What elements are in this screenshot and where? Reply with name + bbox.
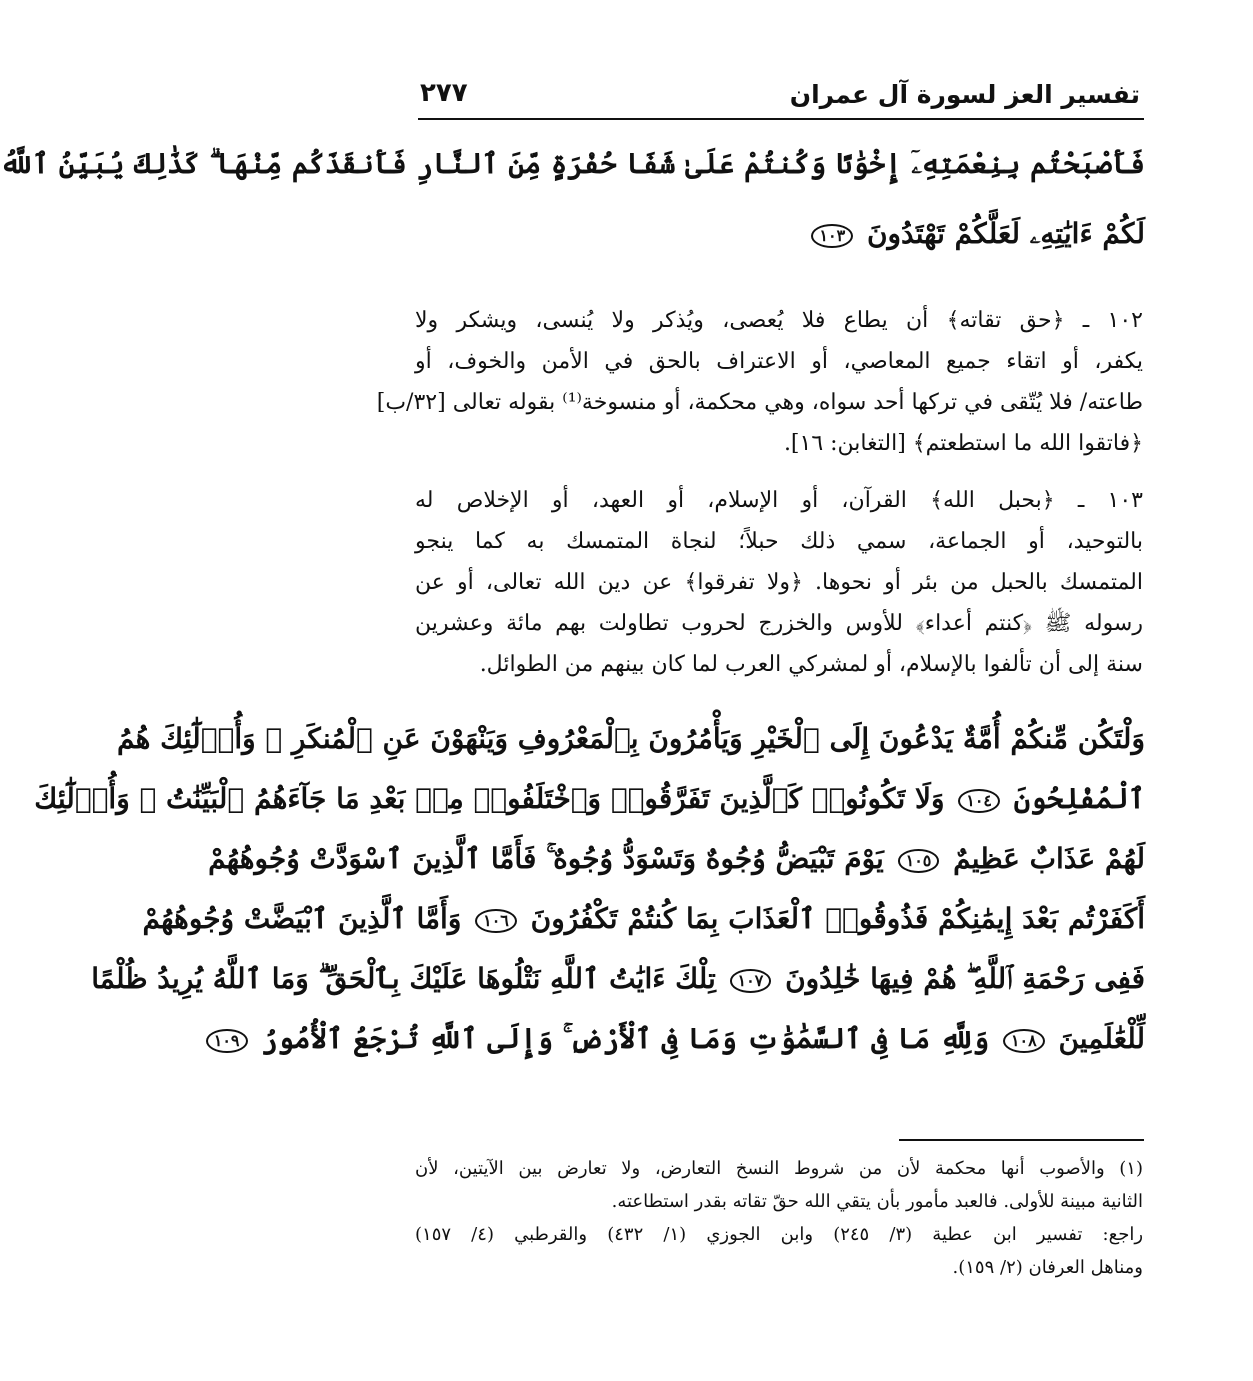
verse-line	[0, 147, 1145, 198]
verse-text: وَلْتَكُن مِّنكُمْ أُمَّةٌ يَدْعُونَ إِلَى ٱلْخَيْرِ وَيَأْمُرُونَ بِٱلْمَعْرُوفِ وَيَنْهَوْنَ عَنِ ٱلْمُنكَرِ ۚ وَأُو۟لَٰٓئِكَ هُمُ	[116, 722, 1145, 755]
prose-line: رسوله ﷺ ﴿كنتم أعداء﴾ للأوس والخزرج لحروب تطاولت بهم مائة وعشرين	[415, 611, 1143, 636]
prose-line: بالتوحيد، أو الجماعة، سمي ذلك حبلاً؛ لنجاة المتمسك به كما ينجو	[415, 529, 1143, 554]
header-title: تفسير العز لسورة آل عمران	[789, 80, 1140, 109]
verse-text: وَلَا تَكُونُوا۟ كَٱلَّذِينَ تَفَرَّقُوا۟ وَٱخْتَلَفُوا۟ مِنۢ بَعْدِ مَا جَآءَهُمُ ٱلْبَيِّنَٰتُ ۚ وَأُو۟لَٰٓئِكَ	[34, 782, 945, 815]
footnote-separator	[899, 1139, 1144, 1141]
prose-line: ١٠٢ ـ ﴿حق تقاته﴾ أن يطاع فلا يُعصى، ويُذكر ولا يُنسى، ويشكر ولا	[415, 308, 1143, 333]
verse-line	[34, 782, 1145, 833]
verse-line	[411, 217, 1145, 268]
verse-text: تِلْكَ ءَايَٰتُ ٱللَّهِ نَتْلُوهَا عَلَيْكَ بِٱلْحَقِّ ۗ وَمَا ٱللَّهُ يُرِيدُ ظُلْمًا	[91, 962, 716, 995]
footnote-line: راجع: تفسير ابن عطية (٣/ ٢٤٥) وابن الجوزي (١/ ٤٣٢) والقرطبي (٤/ ١٥٧)	[415, 1224, 1144, 1245]
ayah-number-marker: ١٠٦	[475, 909, 517, 933]
tafsir-paragraph-103	[415, 480, 1143, 685]
verse-text: أَكَفَرْتُم بَعْدَ إِيمَٰنِكُمْ فَذُوقُوا۟ ٱلْعَذَابَ بِمَا كُنتُمْ تَكْفُرُونَ	[530, 902, 1145, 935]
tafsir-paragraph-102	[376, 300, 1143, 464]
verse-text: يَوْمَ تَبْيَضُّ وُجُوهٌ وَتَسْوَدُّ وُجُوهٌ ۚ فَأَمَّا ٱلَّذِينَ ٱسْوَدَّتْ وُجُوهُهُمْ	[208, 842, 884, 875]
page-number: ٢٧٧	[420, 78, 468, 108]
footnote-line: الثانية مبينة للأولى. فالعبد مأمور بأن يتقي الله حقّ تقاته بقدر استطاعته.	[611, 1191, 1143, 1212]
verse-text: وَلِلَّهِ مَا فِى ٱلسَّمَٰوَٰتِ وَمَا فِى ٱلْأَرْضِ ۚ وَإِلَى ٱللَّهِ تُرْجَعُ ٱلْأُمُورُ	[261, 1022, 990, 1055]
running-header	[418, 74, 1144, 120]
ayah-number-marker: ١٠٩	[206, 1029, 248, 1053]
prose-line: ١٠٣ ـ ﴿بحبل الله﴾ القرآن، أو الإسلام، أو العهد، أو الإخلاص له	[415, 488, 1143, 513]
footnote	[415, 1152, 1143, 1284]
prose-line: المتمسك بالحبل من بئر أو نحوها. ﴿ولا تفرقوا﴾ عن دين الله تعالى، أو عن	[415, 570, 1143, 595]
ayah-number-marker: ١٠٣	[811, 224, 853, 248]
verse-line	[116, 722, 1145, 773]
verse-text: لَكُمْ ءَايَٰتِهِۦ لَعَلَّكُمْ تَهْتَدُونَ	[866, 217, 1145, 250]
prose-line: سنة إلى أن تألفوا بالإسلام، أو لمشركي العرب لما كان بينهم من الطوائل.	[479, 652, 1143, 677]
verse-text: لِّلْعَٰلَمِينَ	[1058, 1022, 1145, 1055]
prose-line: يكفر، أو اتقاء جميع المعاصي، أو الاعتراف بالحق في الأمن والخوف، أو	[415, 349, 1143, 374]
verse-line	[208, 842, 1145, 893]
prose-line: طاعته/ فلا يُتّقى في تركها أحد سواه، وهي محكمة، أو منسوخة⁽¹⁾ بقوله تعالى [٣٢/ب]	[376, 390, 1143, 415]
footnote-line: (١) والأصوب أنها محكمة لأن من شروط النسخ التعارض، ولا تعارض بين الآيتين، لأن	[415, 1158, 1143, 1179]
verse-text: لَهُمْ عَذَابٌ عَظِيمٌ	[953, 842, 1145, 875]
verse-text: فَفِى رَحْمَةِ ٱللَّهِ ۖ هُمْ فِيهَا خَٰلِدُونَ	[785, 962, 1145, 995]
quran-verses-bottom	[34, 722, 1145, 1073]
verse-line	[213, 1022, 1145, 1073]
ayah-number-marker: ١٠٧	[730, 969, 772, 993]
ayah-number-marker: ١٠٨	[1003, 1029, 1045, 1053]
verse-text: فَأَصْبَحْتُم بِنِعْمَتِهِۦٓ إِخْوَٰنًا وَكُنتُمْ عَلَىٰ شَفَا حُفْرَةٍ مِّنَ ٱلنَّارِ فَأَنقَذَكُم مِّنْهَا ۗ كَذَٰلِكَ يُبَيِّنُ ٱللَّهُ	[0, 147, 1145, 180]
verse-line	[142, 902, 1145, 953]
prose-line: ﴿فاتقوا الله ما استطعتم﴾ [التغابن: ١٦].	[783, 431, 1143, 456]
footnote-line: ومناهل العرفان (٢/ ١٥٩).	[952, 1257, 1143, 1278]
ayah-number-marker: ١٠٤	[958, 789, 1000, 813]
verse-line	[91, 962, 1145, 1013]
ayah-number-marker: ١٠٥	[898, 849, 940, 873]
quran-verses-top	[0, 147, 1145, 268]
verse-text: ٱلْمُفْلِحُونَ	[1013, 782, 1145, 815]
verse-text: وَأَمَّا ٱلَّذِينَ ٱبْيَضَّتْ وُجُوهُهُمْ	[142, 902, 462, 935]
